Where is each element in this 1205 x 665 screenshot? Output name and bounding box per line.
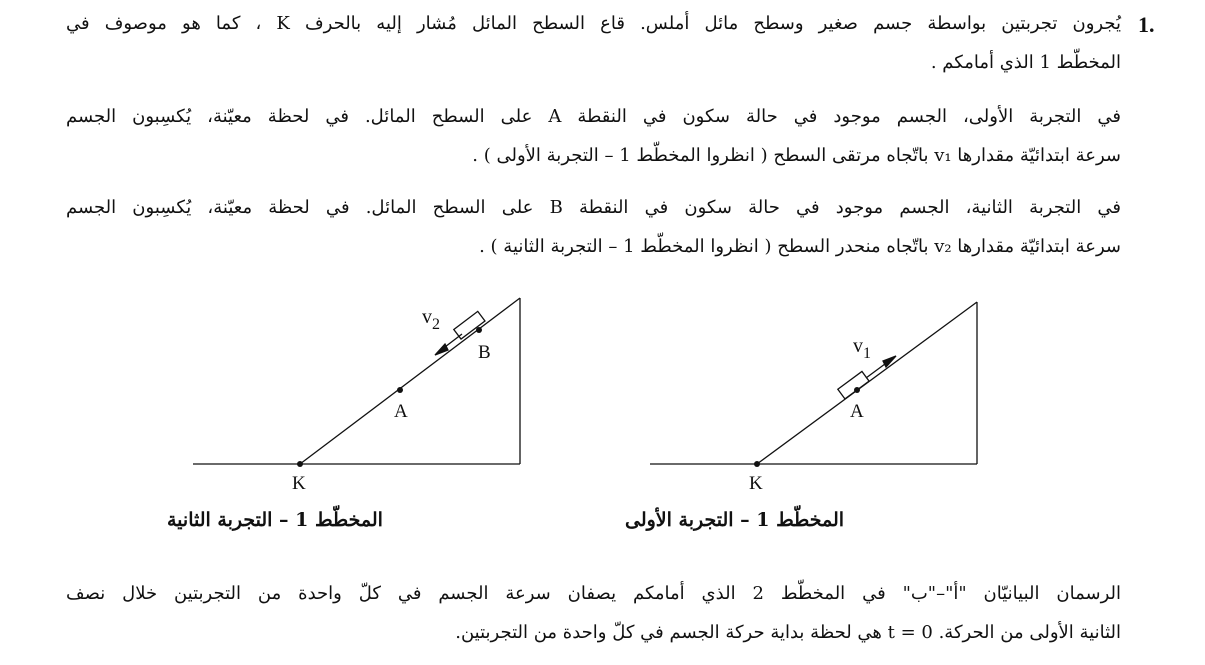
point-k-dot-right	[754, 461, 760, 467]
block-a	[838, 371, 869, 398]
caption-experiment-2: المخطّط 1 – التجربة الثانية	[167, 509, 383, 531]
graphs-line-1: الرسمان البيانيّان "أ"–"ب" في المخطّط 2 الذي أمامكم يصفان سرعة الجسم في كلّ واحدة من التجربتين خلال نصف	[66, 583, 1121, 604]
incline-left	[300, 298, 520, 464]
point-b-dot	[476, 327, 482, 333]
label-v1: $v_1$	[853, 335, 871, 362]
intro-line-1: يُجرون تجربتين بواسطة جسم صغير وسطح مائل أملس. قاع السطح المائل مُشار إليه بالحرف K ، كما هو موصوف في	[66, 13, 1121, 34]
block-b	[454, 311, 485, 339]
label-b: B	[478, 342, 491, 363]
point-k-dot-left	[297, 461, 303, 467]
label-k-right: K	[749, 473, 763, 494]
velocity-arrowhead-v1	[883, 356, 896, 367]
graphs-line-2: الثانية الأولى من الحركة. t = 0 هي لحظة بداية حركة الجسم في كلّ واحدة من التجربتين.	[455, 622, 1121, 643]
label-a-left: A	[394, 401, 408, 422]
diagram-experiment-1	[650, 302, 977, 464]
experiment-1-line-2: سرعة ابتدائيّة مقدارها v₁ باتّجاه مرتقى السطح ( انظروا المخطّط 1 – التجربة الأولى ) .	[472, 145, 1121, 166]
diagram-experiment-2	[193, 298, 520, 464]
point-a-dot-right	[854, 387, 860, 393]
experiment-2-line-1: في التجربة الثانية، الجسم موجود في حالة سكون في النقطة B على السطح المائل. في لحظة معيّنة، يُكسِبون الجسم	[66, 197, 1121, 218]
experiment-1-line-1: في التجربة الأولى، الجسم موجود في حالة سكون في النقطة A على السطح المائل. في لحظة معيّنة، يُكسِبون الجسم	[66, 106, 1121, 127]
caption-experiment-1: المخطّط 1 – التجربة الأولى	[625, 509, 845, 531]
label-v2: $v_2$	[422, 306, 440, 333]
experiment-2-line-2: سرعة ابتدائيّة مقدارها v₂ باتّجاه منحدر السطح ( انظروا المخطّط 1 – التجربة الثانية ) .	[479, 236, 1121, 257]
label-k-left: K	[292, 473, 306, 494]
graphs-paragraph	[66, 574, 1121, 652]
point-a-dot-left	[397, 387, 403, 393]
question-number: 1.	[1138, 12, 1155, 37]
label-a-right: A	[850, 401, 864, 422]
intro-line-2: المخطّط 1 الذي أمامكم .	[930, 52, 1121, 73]
